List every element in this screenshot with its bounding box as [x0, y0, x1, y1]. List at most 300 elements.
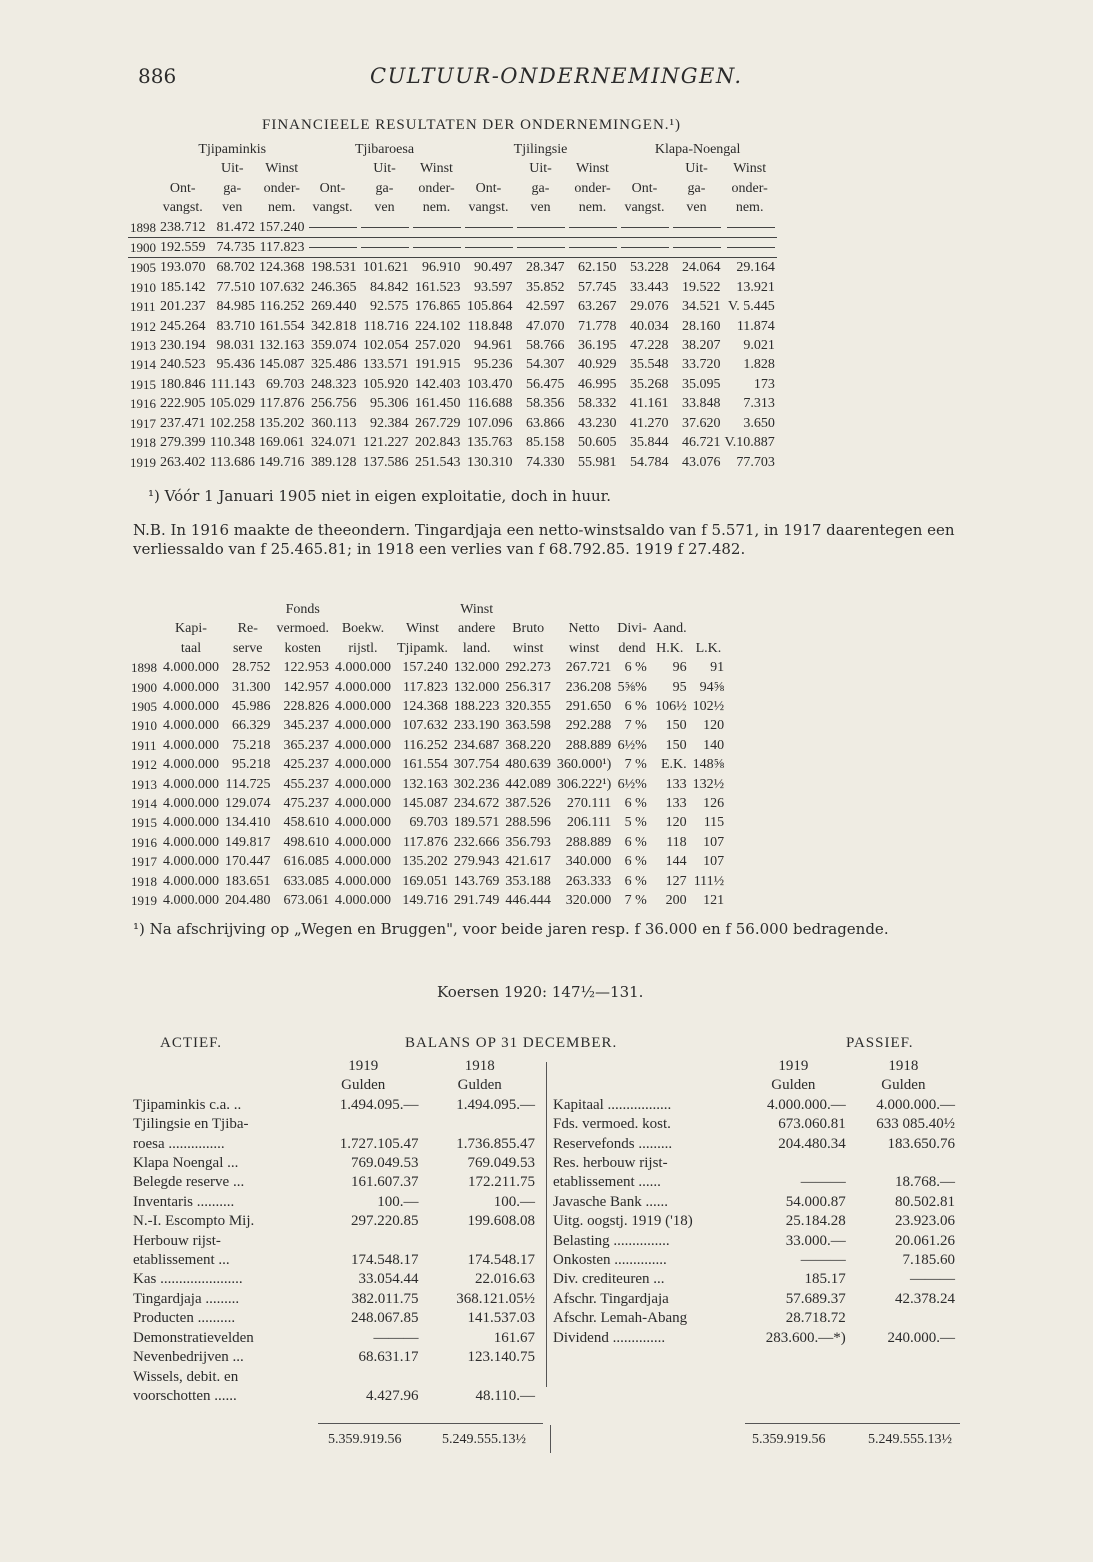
table-row: [128, 375, 777, 394]
dash-line: [517, 227, 565, 228]
column-header: vermoed.: [276, 621, 329, 637]
value-cell: 4.000.000: [334, 757, 391, 773]
value-cell: 91: [710, 660, 725, 676]
balance-row: [130, 1251, 538, 1270]
table-row: [128, 238, 777, 258]
account-label: Uitg. oogstj. 1919 ('18): [553, 1213, 693, 1230]
passief-table: [550, 1057, 958, 1348]
column-header: [554, 600, 614, 619]
amount-1919: ———: [800, 1174, 846, 1191]
value-cell: 149.817: [225, 834, 271, 850]
column-header: onder-: [263, 180, 300, 196]
value-cell: 71.778: [578, 318, 617, 334]
value-cell: 98.031: [216, 338, 255, 354]
table-row: [128, 453, 777, 472]
amount-1918: 22.016.63: [475, 1271, 535, 1288]
amount-1919: 33.000.—: [785, 1232, 846, 1249]
amount-1919: 174.548.17: [350, 1252, 419, 1269]
dash-line: [465, 247, 513, 248]
value-cell: 74.330: [526, 454, 565, 470]
value-cell: 183.651: [225, 873, 271, 889]
value-cell: 120: [703, 718, 725, 734]
account-label: etablissement ...: [133, 1252, 230, 1269]
year-cell: 1913: [131, 776, 157, 792]
amount-1919: 68.631.17: [358, 1349, 419, 1366]
year-cell: 1900: [131, 679, 157, 695]
value-cell: 45.986: [232, 699, 271, 715]
account-label: Tjipaminkis c.a. ..: [133, 1096, 242, 1113]
dash-line: [309, 247, 357, 248]
value-cell: 35.268: [630, 376, 669, 392]
value-cell: 442.089: [505, 776, 551, 792]
value-cell: 224.102: [415, 318, 461, 334]
amount-1918: 18.768.—: [895, 1174, 955, 1191]
account-label: Reservefonds .........: [553, 1135, 673, 1152]
value-cell: 129.074: [225, 796, 271, 812]
value-cell: 81.472: [208, 218, 258, 238]
value-cell: 62.150: [578, 260, 617, 276]
actief-total-1919: 5.359.919.56: [328, 1432, 402, 1447]
value-cell: 291.749: [453, 893, 500, 909]
value-cell: 113.686: [210, 454, 255, 470]
account-label: Onkosten ..............: [553, 1252, 667, 1269]
year-cell: 1898: [128, 218, 158, 238]
column-header: Winst: [576, 161, 609, 177]
column-header: [650, 600, 690, 619]
value-cell: 116.252: [402, 737, 448, 753]
value-cell: 263.333: [565, 873, 612, 889]
value-cell: 4.000.000: [334, 718, 391, 734]
column-header: Boekw.: [341, 621, 385, 637]
amount-1918: 141.537.03: [467, 1310, 535, 1327]
amount-1918: 1.736.855.47: [456, 1135, 535, 1152]
value-cell: 132½: [692, 776, 725, 792]
actief-table: [130, 1057, 538, 1406]
table-row: [128, 258, 777, 278]
value-cell: 120: [665, 815, 687, 831]
year-cell: 1912: [131, 757, 157, 773]
value-cell: 126: [703, 796, 725, 812]
value-cell: 41.161: [630, 396, 669, 412]
balance-row: [550, 1115, 958, 1134]
value-cell: 4.000.000: [163, 854, 219, 870]
value-cell: 425.237: [283, 757, 329, 773]
column-header: vangst.: [162, 200, 203, 216]
value-cell: 102.054: [363, 338, 409, 354]
value-cell: 58.766: [526, 338, 565, 354]
account-label: Afschr. Lemah-Abang: [553, 1310, 688, 1327]
account-label: Inventaris ..........: [133, 1193, 235, 1210]
year-cell: 1912: [130, 318, 156, 334]
value-cell: 340.000: [565, 854, 612, 870]
column-header: taal: [180, 640, 202, 656]
year-cell: 1918: [130, 435, 156, 451]
value-cell: 237.471: [160, 415, 206, 431]
value-cell: 35.852: [526, 279, 565, 295]
value-cell: 387.526: [505, 796, 551, 812]
value-cell: 360.000¹): [556, 757, 612, 773]
column-header: Uit-: [685, 161, 708, 177]
corner-cell: [128, 600, 160, 619]
empty-cell: [411, 218, 463, 238]
value-cell: 31.300: [232, 679, 271, 695]
value-cell: 92.384: [370, 415, 409, 431]
value-cell: 35.844: [630, 435, 669, 451]
column-header: ga-: [531, 180, 550, 196]
value-cell: 83.710: [216, 318, 255, 334]
amount-1919: 382.011.75: [351, 1290, 419, 1307]
column-header: Ont-: [631, 180, 658, 196]
dash-line: [621, 227, 669, 228]
value-cell: 173: [753, 376, 775, 392]
account-label: Klapa Noengal ...: [133, 1155, 239, 1172]
value-cell: 320.355: [505, 699, 551, 715]
value-cell: 170.447: [225, 854, 271, 870]
value-cell: 188.223: [453, 699, 500, 715]
dash-line: [413, 227, 461, 228]
amount-1919: 1.494.095.—: [339, 1096, 419, 1113]
group-header: Tjipaminkis: [198, 142, 267, 157]
value-cell: 135.763: [467, 435, 513, 451]
value-cell: 6 %: [624, 873, 647, 889]
value-cell: 149.716: [259, 454, 305, 470]
column-header: ven: [530, 200, 551, 216]
value-cell: 302.236: [453, 776, 500, 792]
value-cell: 498.610: [283, 834, 329, 850]
value-cell: 198.531: [311, 260, 357, 276]
column-header: onder-: [574, 180, 611, 196]
value-cell: 132.163: [402, 776, 448, 792]
actief-total-rule: [318, 1423, 543, 1424]
value-cell: 189.571: [453, 815, 500, 831]
financial-results-table: [128, 140, 777, 472]
value-cell: 106½: [655, 699, 687, 715]
account-label: Belasting ...............: [553, 1232, 670, 1249]
value-cell: 4.000.000: [334, 834, 391, 850]
account-label: Tjilingsie en Tjiba-: [133, 1116, 249, 1133]
amount-1918: 7.185.60: [902, 1252, 955, 1269]
value-cell: 75.218: [232, 737, 271, 753]
actief-title: ACTIEF.: [160, 1035, 223, 1051]
empty-cell: [359, 238, 411, 258]
value-cell: 246.365: [311, 279, 357, 295]
value-cell: 102.258: [209, 415, 255, 431]
amount-1918: 174.548.17: [467, 1252, 535, 1269]
dash-line: [569, 227, 617, 228]
value-cell: 365.237: [283, 737, 329, 753]
value-cell: 633.085: [283, 873, 329, 889]
dash-line: [727, 227, 775, 228]
value-cell: 292.273: [505, 660, 551, 676]
value-cell: 306.222¹): [556, 776, 612, 792]
year-cell: 1913: [130, 338, 156, 354]
dash-line: [517, 247, 565, 248]
value-cell: E.K.: [661, 757, 687, 773]
value-cell: 4.000.000: [163, 737, 219, 753]
value-cell: 291.650: [565, 699, 612, 715]
koersen-line: Koersen 1920: 147½—131.: [437, 983, 644, 1001]
amount-1919: 248.067.85: [350, 1310, 419, 1327]
value-cell: 96: [672, 660, 687, 676]
value-cell: 238.712: [158, 218, 208, 238]
value-cell: 33.848: [682, 396, 721, 412]
amount-1918: [849, 1154, 958, 1173]
amount-1918: 172.211.75: [468, 1174, 535, 1191]
value-cell: 46.995: [578, 376, 617, 392]
column-header: [160, 600, 222, 619]
value-cell: 4.000.000: [334, 699, 391, 715]
value-cell: 84.842: [370, 279, 409, 295]
column-header: land.: [462, 640, 491, 656]
value-cell: 320.000: [565, 893, 612, 909]
passief-total-1918: 5.249.555.13½: [868, 1432, 952, 1447]
amount-1919: 769.049.53: [350, 1155, 419, 1172]
column-header: Ont-: [475, 180, 502, 196]
table-row: [128, 355, 777, 374]
balance-row: [130, 1368, 538, 1387]
value-cell: 251.543: [415, 454, 461, 470]
value-cell: 161.450: [415, 396, 461, 412]
value-cell: 142.403: [415, 376, 461, 392]
value-cell: 4.000.000: [334, 893, 391, 909]
amount-1919: [305, 1368, 422, 1387]
actief-body: [130, 1096, 538, 1407]
value-cell: 185.142: [160, 279, 206, 295]
value-cell: 37.620: [682, 415, 721, 431]
account-label: Wissels, debit. en: [133, 1368, 239, 1385]
value-cell: 144: [665, 854, 687, 870]
amount-1918: [421, 1115, 538, 1134]
value-cell: 68.702: [216, 260, 255, 276]
value-cell: 458.610: [283, 815, 329, 831]
column-header: H.K.: [656, 640, 684, 656]
account-label: Javasche Bank ......: [553, 1193, 668, 1210]
value-cell: 11.874: [736, 318, 775, 334]
column-header: Winst: [406, 621, 439, 637]
value-cell: 6 %: [624, 796, 647, 812]
group-header: Klapa-Noengal: [654, 142, 741, 157]
balance-row: [550, 1329, 958, 1348]
amount-1918: [849, 1309, 958, 1328]
value-cell: 480.639: [505, 757, 551, 773]
value-cell: 5 %: [624, 815, 647, 831]
table-row: [128, 697, 727, 716]
value-cell: 4.000.000: [334, 854, 391, 870]
value-cell: 201.237: [160, 299, 206, 315]
value-cell: 63.866: [526, 415, 565, 431]
value-cell: 111.143: [210, 376, 255, 392]
amount-1919: 161.607.37: [350, 1174, 419, 1191]
value-cell: 230.194: [160, 338, 206, 354]
value-cell: 84.985: [216, 299, 255, 315]
year-cell: 1918: [131, 873, 157, 889]
value-cell: 143.769: [453, 873, 500, 889]
balance-row: [130, 1348, 538, 1367]
value-cell: 107.096: [467, 415, 513, 431]
account-label: N.-I. Escompto Mij.: [133, 1213, 255, 1230]
balance-row: [130, 1212, 538, 1231]
column-header: Winst: [460, 602, 494, 617]
amount-1919: 185.17: [804, 1271, 846, 1288]
value-cell: 4.000.000: [334, 796, 391, 812]
amount-1918: 368.121.05½: [456, 1290, 535, 1307]
value-cell: 256.756: [311, 396, 357, 412]
dash-line: [673, 247, 721, 248]
value-cell: 117.876: [259, 396, 305, 412]
year-header: 1919: [348, 1058, 379, 1074]
value-cell: 324.071: [311, 435, 357, 451]
account-label: Nevenbedrijven ...: [133, 1349, 244, 1366]
value-cell: 132.163: [259, 338, 305, 354]
value-cell: 193.070: [160, 260, 206, 276]
value-cell: 363.598: [505, 718, 551, 734]
value-cell: 69.703: [266, 376, 305, 392]
column-header: nem.: [422, 200, 451, 216]
capital-table: [128, 600, 727, 911]
column-header: serve: [232, 640, 263, 656]
column-header: Winst: [420, 161, 453, 177]
value-cell: 137.586: [363, 454, 409, 470]
value-cell: 53.228: [630, 260, 669, 276]
value-cell: 28.160: [682, 318, 721, 334]
value-cell: 4.000.000: [334, 737, 391, 753]
table-row: [128, 852, 727, 871]
table2-footnote: ¹) Na afschrijving op „Wegen en Bruggen", voor beide jaren resp. f 36.000 en f 56.000 bedragende.: [133, 920, 889, 938]
amount-1919: 297.220.85: [350, 1213, 419, 1230]
value-cell: 245.264: [160, 318, 206, 334]
amount-1919: 33.054.44: [358, 1271, 419, 1288]
column-header: andere: [458, 621, 496, 637]
amount-1918: 42.378.24: [895, 1290, 955, 1307]
value-cell: 256.317: [505, 679, 551, 695]
corner-cell: [128, 179, 158, 198]
value-cell: 133: [665, 776, 687, 792]
value-cell: 4.000.000: [334, 873, 391, 889]
value-cell: V.10.887: [724, 435, 775, 451]
value-cell: 115: [703, 815, 725, 831]
value-cell: 257.020: [415, 338, 461, 354]
amount-1919: [305, 1115, 422, 1134]
value-cell: 359.074: [311, 338, 357, 354]
year-cell: 1914: [130, 357, 156, 373]
empty-cell: [411, 238, 463, 258]
value-cell: 6½%: [617, 737, 647, 753]
value-cell: 50.605: [578, 435, 617, 451]
value-cell: 58.332: [578, 396, 617, 412]
value-cell: 157.240: [402, 660, 448, 676]
table-row: [128, 317, 777, 336]
column-header: Ont-: [319, 180, 346, 196]
value-cell: 446.444: [505, 893, 551, 909]
account-label: Belegde reserve ...: [133, 1174, 245, 1191]
value-cell: 47.228: [630, 338, 669, 354]
amount-1918: [421, 1368, 538, 1387]
account-label: Res. herbouw rijst-: [553, 1155, 668, 1172]
column-header: ven: [686, 200, 707, 216]
account-label: Demonstratievelden: [133, 1329, 254, 1346]
value-cell: 107.632: [402, 718, 448, 734]
value-cell: 267.729: [415, 415, 461, 431]
column-header: [502, 600, 554, 619]
amount-1918: 123.140.75: [467, 1349, 535, 1366]
empty-cell: [359, 218, 411, 238]
balance-divider: [546, 1062, 547, 1387]
balance-row: [550, 1309, 958, 1328]
value-cell: 7 %: [624, 893, 647, 909]
year-cell: 1910: [131, 718, 157, 734]
table-row: [128, 297, 777, 316]
value-cell: 34.521: [682, 299, 721, 315]
balance-row: [550, 1135, 958, 1154]
value-cell: 74.735: [208, 238, 258, 258]
amount-1918: 1.494.095.—: [456, 1096, 535, 1113]
value-cell: 222.905: [160, 396, 206, 412]
value-cell: 4.000.000: [163, 718, 219, 734]
value-cell: 33.720: [682, 357, 721, 373]
dash-line: [621, 247, 669, 248]
column-header: Kapi-: [175, 621, 207, 637]
value-cell: 117.823: [257, 238, 307, 258]
value-cell: 6 %: [624, 834, 647, 850]
value-cell: 345.237: [283, 718, 329, 734]
value-cell: 95.236: [474, 357, 513, 373]
year-cell: 1914: [131, 796, 157, 812]
value-cell: 4.000.000: [163, 796, 219, 812]
value-cell: 4.000.000: [163, 660, 219, 676]
dash-line: [309, 227, 357, 228]
column-header: Ont-: [169, 180, 196, 196]
table1-title: FINANCIEELE RESULTATEN DER ONDERNEMINGEN.¹): [262, 117, 682, 133]
amount-1919: 4.427.96: [365, 1387, 419, 1404]
account-label: etablissement ......: [553, 1174, 661, 1191]
year-cell: 1917: [130, 415, 156, 431]
table-row: [128, 394, 777, 413]
empty-cell: [463, 238, 515, 258]
passief-body: [550, 1096, 958, 1348]
value-cell: 13.921: [736, 279, 775, 295]
value-cell: 28.752: [232, 660, 271, 676]
account-label: Div. crediteuren ...: [553, 1271, 665, 1288]
value-cell: 47.070: [526, 318, 565, 334]
value-cell: 69.703: [409, 815, 448, 831]
table-row: [128, 218, 777, 238]
value-cell: 133: [665, 796, 687, 812]
value-cell: 4.000.000: [334, 660, 391, 676]
amount-1918: 769.049.53: [467, 1155, 535, 1172]
year-cell: 1905: [130, 260, 156, 276]
table1-header-line3: [128, 198, 777, 217]
empty-cell: [723, 238, 777, 258]
account-label: voorschotten ......: [133, 1387, 237, 1404]
column-header: dend: [618, 640, 646, 656]
value-cell: 475.237: [283, 796, 329, 812]
empty-cell: [515, 218, 567, 238]
table2-header-line2: [128, 619, 727, 638]
value-cell: 117.823: [402, 679, 448, 695]
value-cell: 180.846: [160, 376, 206, 392]
value-cell: 421.617: [505, 854, 551, 870]
amount-1918: 199.608.08: [467, 1213, 535, 1230]
table-row: [128, 775, 727, 794]
value-cell: 228.826: [283, 699, 329, 715]
account-label: Afschr. Tingardjaja: [553, 1290, 669, 1307]
value-cell: 368.220: [505, 737, 551, 753]
balance-row: [130, 1387, 538, 1406]
column-header: rijstl.: [348, 640, 378, 656]
page-title: CULTUUR-ONDERNEMINGEN.: [370, 64, 743, 88]
value-cell: 63.267: [578, 299, 617, 315]
value-cell: 157.240: [257, 218, 307, 238]
